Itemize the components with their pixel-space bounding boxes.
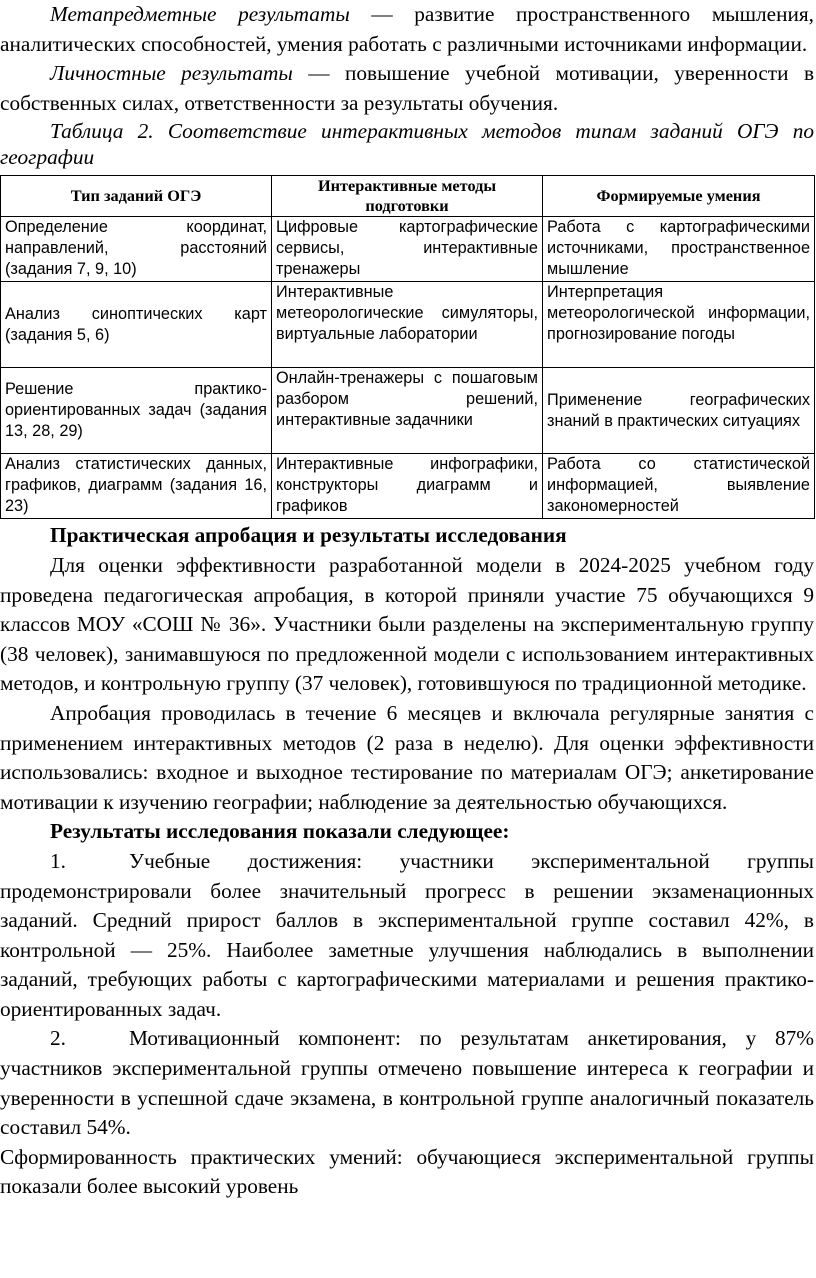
list-item-text: Мотивационный компонент: по результатам анкетирования, у 87% участников экспериментальной группы отмечено повышение интереса к географии и уверенности в успешной сдаче экзамена, в контрольной группе аналогичный показатель составил 54%.: [0, 1026, 814, 1140]
table-cell: Интерактивные метеорологические симуляторы, виртуальные лаборатории: [272, 282, 543, 368]
table-cell: Определение координат, направлений, расстояний (задания 7, 9, 10): [1, 217, 272, 282]
meta-results-paragraph: [0, 0, 814, 59]
section-heading: Практическая апробация и результаты исследования: [50, 523, 567, 548]
table-header-row: [1, 176, 815, 217]
results-heading: Результаты исследования показали следующее:: [50, 819, 510, 844]
table-header-cell: Формируемые умения: [543, 176, 815, 217]
table-cell: Применение географических знаний в практических ситуациях: [543, 368, 815, 454]
table-cell: Цифровые картографические сервисы, интерактивные тренажеры: [272, 217, 543, 282]
table-header-cell: Интерактивные методы подготовки: [272, 176, 543, 217]
table-cell: Анализ синоптических карт (задания 5, 6): [1, 282, 272, 368]
table-cell: Работа со статистической информацией, выявление закономерностей: [543, 454, 815, 519]
list-item-number: 2.: [50, 1026, 66, 1051]
table-row: [1, 282, 815, 368]
meta-results-label: Метапредметные результаты: [50, 2, 350, 26]
method-paragraph: Апробация проводилась в течение 6 месяцев и включала регулярные занятия с применением интерактивных методов (2 раза в неделю). Для оценки эффективности использовались: входное и выходное тестирование по материалам ОГЭ; анкетирование мотивации к изучению географии; наблюдение за деятельностью обучающихся.: [0, 700, 814, 814]
table-row: [1, 454, 815, 519]
meta-results-text: — развитие пространственного мышления, аналитических способностей, умения работать с различными источниками информации.: [0, 2, 815, 56]
table-cell: Решение практико-ориентированных задач (задания 13, 28, 29): [1, 368, 272, 454]
table-row: [1, 368, 815, 454]
table-cell: Работа с картографическими источниками, пространственное мышление: [543, 217, 815, 282]
table-header-cell: Тип заданий ОГЭ: [1, 176, 272, 217]
list-item-text: Учебные достижения: участники экспериментальной группы продемонстрировали более значительный прогресс в решении экзаменационных заданий. Средний прирост баллов в экспериментальной группе составил 42%, в контрольной — 25%. Наиболее заметные улучшения наблюдались в выполнении заданий, требующих работы с картографическими материалами и решения практико-ориентированных задач.: [0, 848, 814, 1021]
table-cell: Интерпретация метеорологической информации, прогнозирование погоды: [543, 282, 815, 368]
list-item-number: 1.: [50, 848, 66, 873]
table-cell: Онлайн-тренажеры с пошаговым разбором решений, интерактивные задачники: [272, 368, 543, 454]
personal-results-label: Личностные результаты: [50, 61, 293, 86]
personal-results-text: — повышение учебной мотивации, уверенности в собственных силах, ответственности за результаты обучения.: [0, 61, 815, 115]
skills-paragraph: Сформированность практических умений: обучающиеся экспериментальной группы показали более высокий уровень: [0, 1144, 814, 1199]
table-caption: Таблица 2. Соответствие интерактивных методов типам заданий ОГЭ по географии: [0, 119, 814, 170]
methods-table: [0, 175, 815, 519]
table-cell: Интерактивные инфографики, конструкторы диаграмм и графиков: [272, 454, 543, 519]
personal-results-paragraph: [0, 59, 814, 118]
table-row: [1, 217, 815, 282]
list-item: [0, 1024, 814, 1142]
approbation-paragraph: Для оценки эффективности разработанной модели в 2024-2025 учебном году проведена педагогическая апробация, в которой приняли участие 75 обучающихся 9 классов МОУ «СОШ № 36». Участники были разделены на экспериментальную группу (38 человек), занимавшуюся по предложенной модели с использованием интерактивных методов, и контрольную группу (37 человек), готовившуюся по традиционной методике.: [0, 552, 814, 696]
table-cell: Анализ статистических данных, графиков, диаграмм (задания 16, 23): [1, 454, 272, 519]
list-item: [0, 847, 814, 1025]
